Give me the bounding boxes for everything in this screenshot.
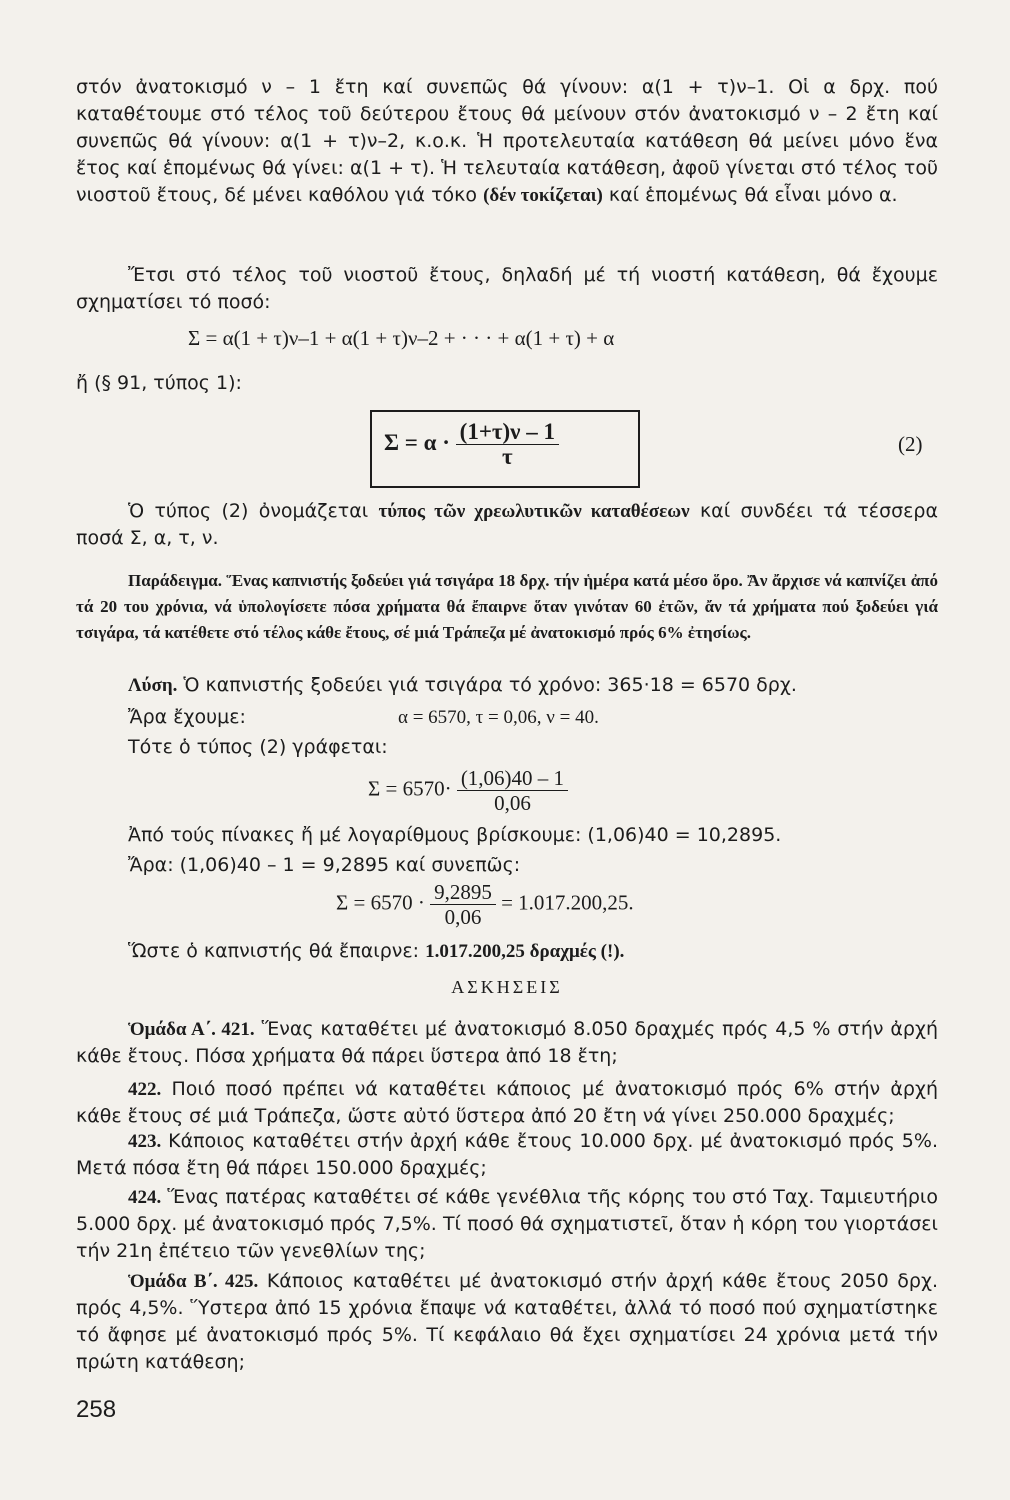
exercise-text: Ἕνας πατέρας καταθέτει σέ κάθε γενέθλια τῆς κόρης του στό Ταχ. Ταμιευτήριο 5.000 δρχ. μέ ἀνατοκισμό πρός 7,5%. Τί ποσό θά σχηματιστεῖ, ὅταν ἡ κόρη του γιορτάσει τήν 21η ἐπέτειο τῶν γενεθλίων της;: [76, 1186, 938, 1262]
exercise-text: Ποιό ποσό πρέπει νά καταθέτει κάποιος μέ ἀνατοκισμό πρός 6% στήν ἀρχή κάθε ἔτους σέ μιά Τράπεζα, ὥστε αὐτό ὕστερα ἀπό 20 ἔτη νά γίνει 250.000 δραχμές;: [76, 1078, 938, 1127]
exercise-text: Κάποιος καταθέτει στήν ἀρχή κάθε ἔτους 10.000 δρχ. μέ ἀνατοκισμό πρός 5%. Μετά πόσα ἔτη θά πάρει 150.000 δραχμές;: [76, 1130, 938, 1179]
bold-term: τύπος τῶν χρεωλυτικῶν καταθέσεων: [378, 501, 690, 522]
solution-line: [76, 672, 938, 699]
exercise-text: Ἕνας καταθέτει μέ ἀνατοκισμό 8.050 δραχμές πρός 4,5 % στήν ἀρχή κάθε ἔτους. Πόσα χρήματα θά πάρει ὕστερα ἀπό 18 ἔτη;: [76, 1018, 938, 1067]
paragraph-text-end: καί συνδέει τά τέσσερα ποσά Σ, α, τ, ν.: [76, 500, 939, 549]
eq-fraction: [430, 880, 496, 929]
exercises-heading: ΑΣΚΗΣΕΙΣ: [451, 977, 563, 997]
exercise-label: Ὁμάδα Α΄. 421.: [128, 1019, 255, 1040]
eq-rhs: = 1.017.200,25.: [501, 890, 634, 915]
paragraph-text: Ὁ τύπος (2) ὀνομάζεται: [128, 500, 379, 522]
formula-fraction: [456, 420, 559, 469]
reference-line: ἤ (§ 91, τύπος 1):: [76, 372, 242, 394]
therefore-line: Ἄρα: (1,06)40 – 1 = 9,2895 καί συνεπῶς:: [128, 854, 521, 876]
result-equation: [336, 880, 634, 929]
boxed-formula: [370, 410, 640, 488]
page-number: 258: [76, 1396, 117, 1423]
exercise-422: [76, 1076, 938, 1130]
tables-line: Ἀπό τούς πίνακες ἤ μέ λογαρίθμους βρίσκουμε: (1,06)40 = 10,2895.: [128, 824, 782, 846]
paragraph-text: στόν ἀνατοκισμό ν – 1 ἔτη καί συνεπῶς θά γίνουν: α(1 + τ)ν–1. Οἱ α δρχ. πού καταθέτουμε στό τέλος τοῦ δεύτερου ἔτους θά μείνουν στόν ἀνατοκισμό ν – 2 ἔτη καί συνεπῶς θά γίνουν: α(1 + τ)ν–2, κ.ο.κ. Ἡ προτελευταία κατάθεση θά μείνει μόνο ἕνα ἔτος καί ἑπομένως θά γίνει: α(1 + τ). Ἡ τελευταία κατάθεση, ἀφοῦ γίνεται στό τέλος τοῦ νιοστοῦ ἔτους, δέ μένει καθόλου γιά τόκο: [76, 76, 938, 206]
eq-denominator: 0,06: [444, 905, 482, 929]
exercise-421: [76, 1016, 938, 1070]
given-values-line: [76, 704, 938, 731]
example-statement: Παράδειγμα. Ἕνας καπνιστής ξοδεύει γιά τσιγάρα 18 δρχ. τήν ἡμέρα κατά μέσο ὅρο. Ἄν ἄρχισε νά καπνίζει ἀπό τά 20 του χρόνια, νά ὑπολογίσετε πόσα χρήματα θά ἔπαιρνε ὅταν γινόταν 60 ἐτῶν, ἄν τά χρήματα πού ξοδεύει γιά τσιγάρα, τά κατέθετε στό τέλος κάθε ἔτους, σέ μιά Τράπεζα μέ ἀνατοκισμό πρός 6% ἐτησίως.: [76, 571, 938, 642]
exercise-text: Κάποιος καταθέτει μέ ἀνατοκισμό στήν ἀρχή κάθε ἔτους 2050 δρχ. πρός 4,5%. Ὕστερα ἀπό 15 χρόνια ἔπαψε νά καταθέτει, ἀλλά τό ποσό πού σχηματίστηκε τό ἄφησε μέ ἀνατοκισμό πρός 5%. Τί κεφάλαιο θά ἔχει σχηματίσει 24 χρόνια μετά τήν πρώτη κατάθεση;: [76, 1270, 939, 1373]
solution-label: Λύση.: [128, 675, 178, 696]
eq-numerator: (1,06)40 – 1: [457, 766, 568, 791]
result-text: Ὥστε ὁ καπνιστής θά ἔπαιρνε:: [128, 940, 426, 962]
exercise-424: [76, 1184, 938, 1265]
exercise-label: Ὁμάδα Β΄. 425.: [128, 1271, 259, 1292]
solution-text: Ὁ καπνιστής ξοδεύει γιά τσιγάρα τό χρόνο: 365·18 = 6570 δρχ.: [177, 674, 797, 696]
given-values: α = 6570, τ = 0,06, ν = 40.: [398, 707, 599, 728]
bold-phrase: (δέν τοκίζεται): [483, 185, 603, 206]
exercise-label: 422.: [128, 1079, 162, 1100]
eq-lhs: Σ = 6570 ·: [336, 890, 425, 915]
eq-denominator: 0,06: [494, 791, 531, 815]
exercise-label: 423.: [128, 1131, 162, 1152]
formula-numerator: (1+τ)ν – 1: [456, 420, 559, 445]
eq-lhs: Σ = 6570·: [368, 776, 452, 801]
exercise-425: [76, 1268, 938, 1376]
result-line: [76, 938, 938, 965]
sum-equation: Σ = α(1 + τ)ν–1 + α(1 + τ)ν–2 + · · · + α(1 + τ) + α: [188, 326, 615, 350]
formula-label: (2): [898, 432, 923, 456]
paragraph-formula-name: [76, 498, 938, 552]
exercise-423: [76, 1128, 938, 1182]
formula-becomes-line: Τότε ὁ τύπος (2) γράφεται:: [128, 736, 388, 758]
substituted-equation: [368, 766, 568, 815]
eq-fraction: [457, 766, 568, 815]
result-amount: 1.017.200,25 δραχμές (!).: [425, 941, 625, 962]
paragraph-sum-intro: Ἔτσι στό τέλος τοῦ νιοστοῦ ἔτους, δηλαδή μέ τή νιοστή κατάθεση, θά ἔχουμε σχηματίσει τό ποσό:: [76, 264, 938, 313]
paragraph-annuity-derivation: [76, 74, 938, 209]
given-label: Ἄρα ἔχουμε:: [128, 706, 246, 728]
eq-numerator: 9,2895: [430, 880, 496, 905]
exercise-label: 424.: [128, 1187, 162, 1208]
formula-lhs: Σ = α ·: [384, 429, 450, 455]
formula-denominator: τ: [502, 444, 513, 469]
paragraph-text-end: καί ἑπομένως θά εἶναι μόνο α.: [602, 184, 898, 206]
